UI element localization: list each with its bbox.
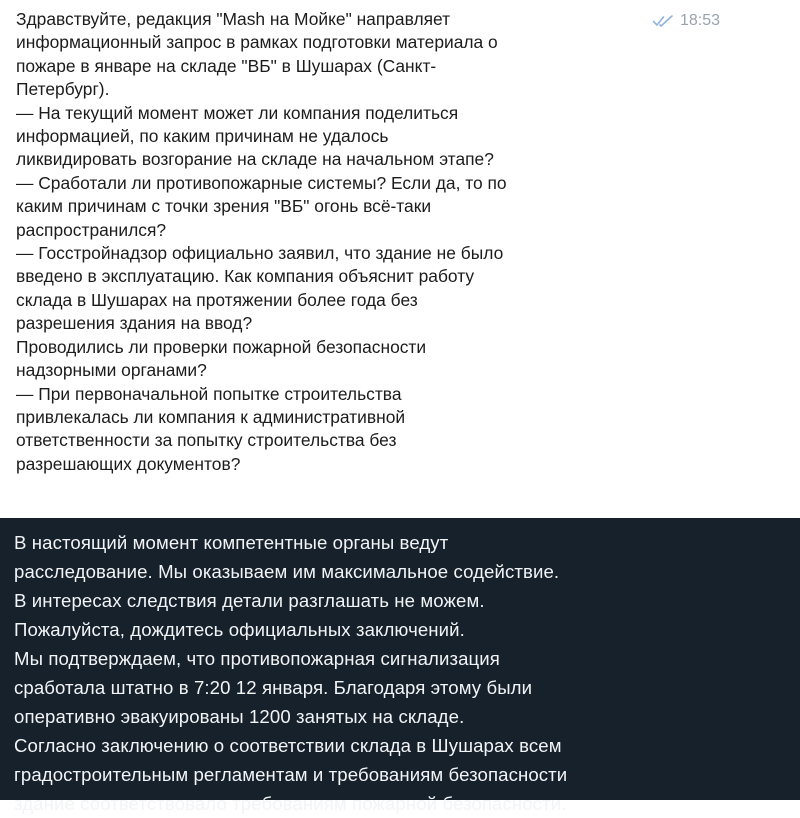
message-line: разрешения здания на ввод? <box>16 313 253 334</box>
message-line: разрешающих документов? <box>16 453 241 474</box>
message-line: оперативно эвакуированы 1200 занятых на складе. <box>14 706 465 727</box>
outgoing-message-text[interactable] <box>16 8 636 476</box>
message-line: здание соответствовало требованиям пожарной безопасности. <box>14 793 567 814</box>
message-line: Проводились ли проверки пожарной безопасности <box>16 336 427 357</box>
message-line: Согласно заключению о соответствии склада в Шушарах всем <box>14 735 562 756</box>
message-line: Петербург). <box>16 79 110 100</box>
message-line: надзорными органами? <box>16 360 207 381</box>
message-line: ответственности за попытку строительства без <box>16 430 397 451</box>
message-line: информацией, по каким причинам не удалось <box>16 126 389 147</box>
message-line: сработала штатно в 7:20 12 января. Благодаря этому были <box>14 677 533 698</box>
message-time: 18:53 <box>680 12 721 29</box>
message-line: — Госстройнадзор официально заявил, что здание не было <box>16 243 504 264</box>
message-line: введено в эксплуатацию. Как компания объяснит работу <box>16 266 475 287</box>
message-line: пожаре в январе на складе "ВБ" в Шушарах (Санкт- <box>16 55 437 76</box>
message-line: градостроительным регламентам и требованиям безопасности <box>14 764 568 785</box>
message-line: каким причинам с точки зрения "ВБ" огонь всё-таки <box>16 196 432 217</box>
message-line: — При первоначальной попытке строительства <box>16 383 402 404</box>
message-line: В интересах следствия детали разглашать не можем. <box>14 590 485 611</box>
message-line: информационный запрос в рамках подготовки материала о <box>16 32 498 53</box>
message-line: — Сработали ли противопожарные системы? Если да, то по <box>16 172 507 193</box>
double-check-icon <box>652 14 674 28</box>
message-line: — На текущий момент может ли компания поделиться <box>16 102 459 123</box>
message-line: расследование. Мы оказываем им максимальное содействие. <box>14 561 560 582</box>
message-line: Мы подтверждаем, что противопожарная сигнализация <box>14 648 500 669</box>
message-line: В настоящий момент компетентные органы ведут <box>14 532 449 553</box>
incoming-message-text[interactable] <box>14 528 794 818</box>
message-line: привлекалась ли компания к административной <box>16 406 406 427</box>
message-meta <box>652 10 720 32</box>
message-line: склада в Шушарах на протяжении более года без <box>16 289 418 310</box>
incoming-message-panel <box>0 518 800 814</box>
message-line: Здравствуйте, редакция "Mash на Мойке" направляет <box>16 9 451 29</box>
message-line: Пожалуйста, дождитесь официальных заключений. <box>14 619 465 640</box>
message-line: распространился? <box>16 219 167 240</box>
message-line: ликвидировать возгорание на складе на начальном этапе? <box>16 149 494 170</box>
